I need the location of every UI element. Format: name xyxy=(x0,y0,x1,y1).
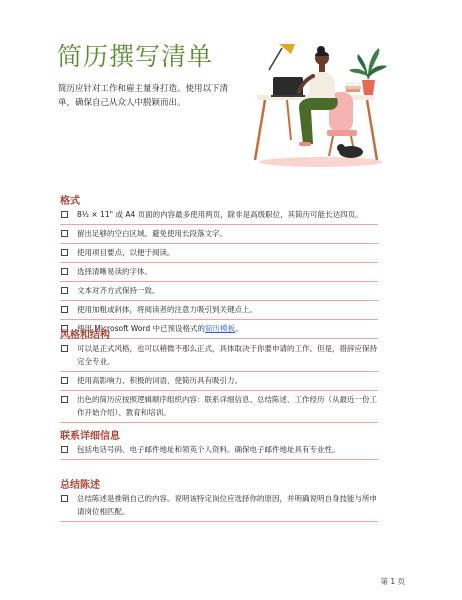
section-heading-style: 风格和结构 xyxy=(60,330,110,341)
checklist-item-text: 文本对齐方式保持一致。 xyxy=(77,286,160,295)
checklist-item-text: 使用项目要点，以便于阅读。 xyxy=(77,248,175,257)
checklist-item-text: 出色的简历应按照逻辑顺序组织内容：联系详细信息、总结陈述、工作经历（从最近一份工作开始介绍）、教育和培训。 xyxy=(77,395,377,417)
checklist-item-text: 总结陈述是推销自己的内容。说明该特定岗位应选择你的原因，并明确说明自身技能与所申请岗位相匹配。 xyxy=(77,494,377,516)
checklist-item-text: 留出足够的空白区域。避免使用长段落文字。 xyxy=(77,229,227,238)
checklist-item-text: 使用高影响力、积极的词语，使简历具有吸引力。 xyxy=(77,376,242,385)
section-heading-format: 格式 xyxy=(60,196,80,207)
section-heading-summary: 总结陈述 xyxy=(60,480,100,491)
checklist-item xyxy=(60,490,378,522)
contact-checklist xyxy=(60,441,378,460)
checklist-item-text: 包括电话号码、电子邮件地址和领英个人资料。确保电子邮件地址具有专业性。 xyxy=(77,445,340,454)
page-number: 第 1 页 xyxy=(380,577,405,586)
checkbox[interactable] xyxy=(61,211,68,218)
checklist-item xyxy=(60,244,378,263)
page-title: 简历撰写清单 xyxy=(57,42,214,71)
checkbox[interactable] xyxy=(61,306,68,313)
checkbox[interactable] xyxy=(61,377,68,384)
checklist-item-text: 选择清晰易读的字体。 xyxy=(77,267,152,276)
checklist-item-text: 可以是正式风格，也可以稍微不那么正式，具体取决于你要申请的工作。但是，措辞应保持完全专业。 xyxy=(77,344,377,366)
checklist-item xyxy=(60,282,378,301)
resume-template-link[interactable]: 简历模板 xyxy=(205,324,236,333)
woman-at-desk-illustration xyxy=(243,40,393,168)
section-heading-contact: 联系详细信息 xyxy=(60,431,120,442)
checklist-item xyxy=(60,372,378,391)
checkbox[interactable] xyxy=(61,345,68,352)
format-checklist xyxy=(60,206,378,339)
checkbox[interactable] xyxy=(61,249,68,256)
style-checklist xyxy=(60,340,378,423)
checklist-item-text: 8½ × 11" 或 A4 页面的内容最多使用两页，除非是高级职位，其简历可能长达四页。 xyxy=(77,210,363,219)
checkbox[interactable] xyxy=(61,495,68,502)
checkbox[interactable] xyxy=(61,268,68,275)
checklist-item xyxy=(60,441,378,460)
checkbox[interactable] xyxy=(61,287,68,294)
checklist-item xyxy=(60,340,378,372)
checklist-item xyxy=(60,301,378,320)
checklist-item-text-end: 。 xyxy=(235,324,243,333)
intro-paragraph: 简历应针对工作和雇主量身打造。使用以下清单，确保自己从众人中脱颖而出。 xyxy=(58,84,229,108)
checkbox[interactable] xyxy=(61,446,68,453)
summary-checklist xyxy=(60,490,378,522)
checklist-item-text: 使用加粗或斜体，将阅读者的注意力吸引到关键点上。 xyxy=(77,305,257,314)
checkbox[interactable] xyxy=(61,230,68,237)
checklist-item-text: 使用 Microsoft Word 中已预设格式的 xyxy=(77,324,206,333)
checklist-item xyxy=(60,263,378,282)
checkbox[interactable] xyxy=(61,396,68,403)
checklist-item xyxy=(60,206,378,225)
checklist-item xyxy=(60,391,378,423)
checklist-item xyxy=(60,225,378,244)
